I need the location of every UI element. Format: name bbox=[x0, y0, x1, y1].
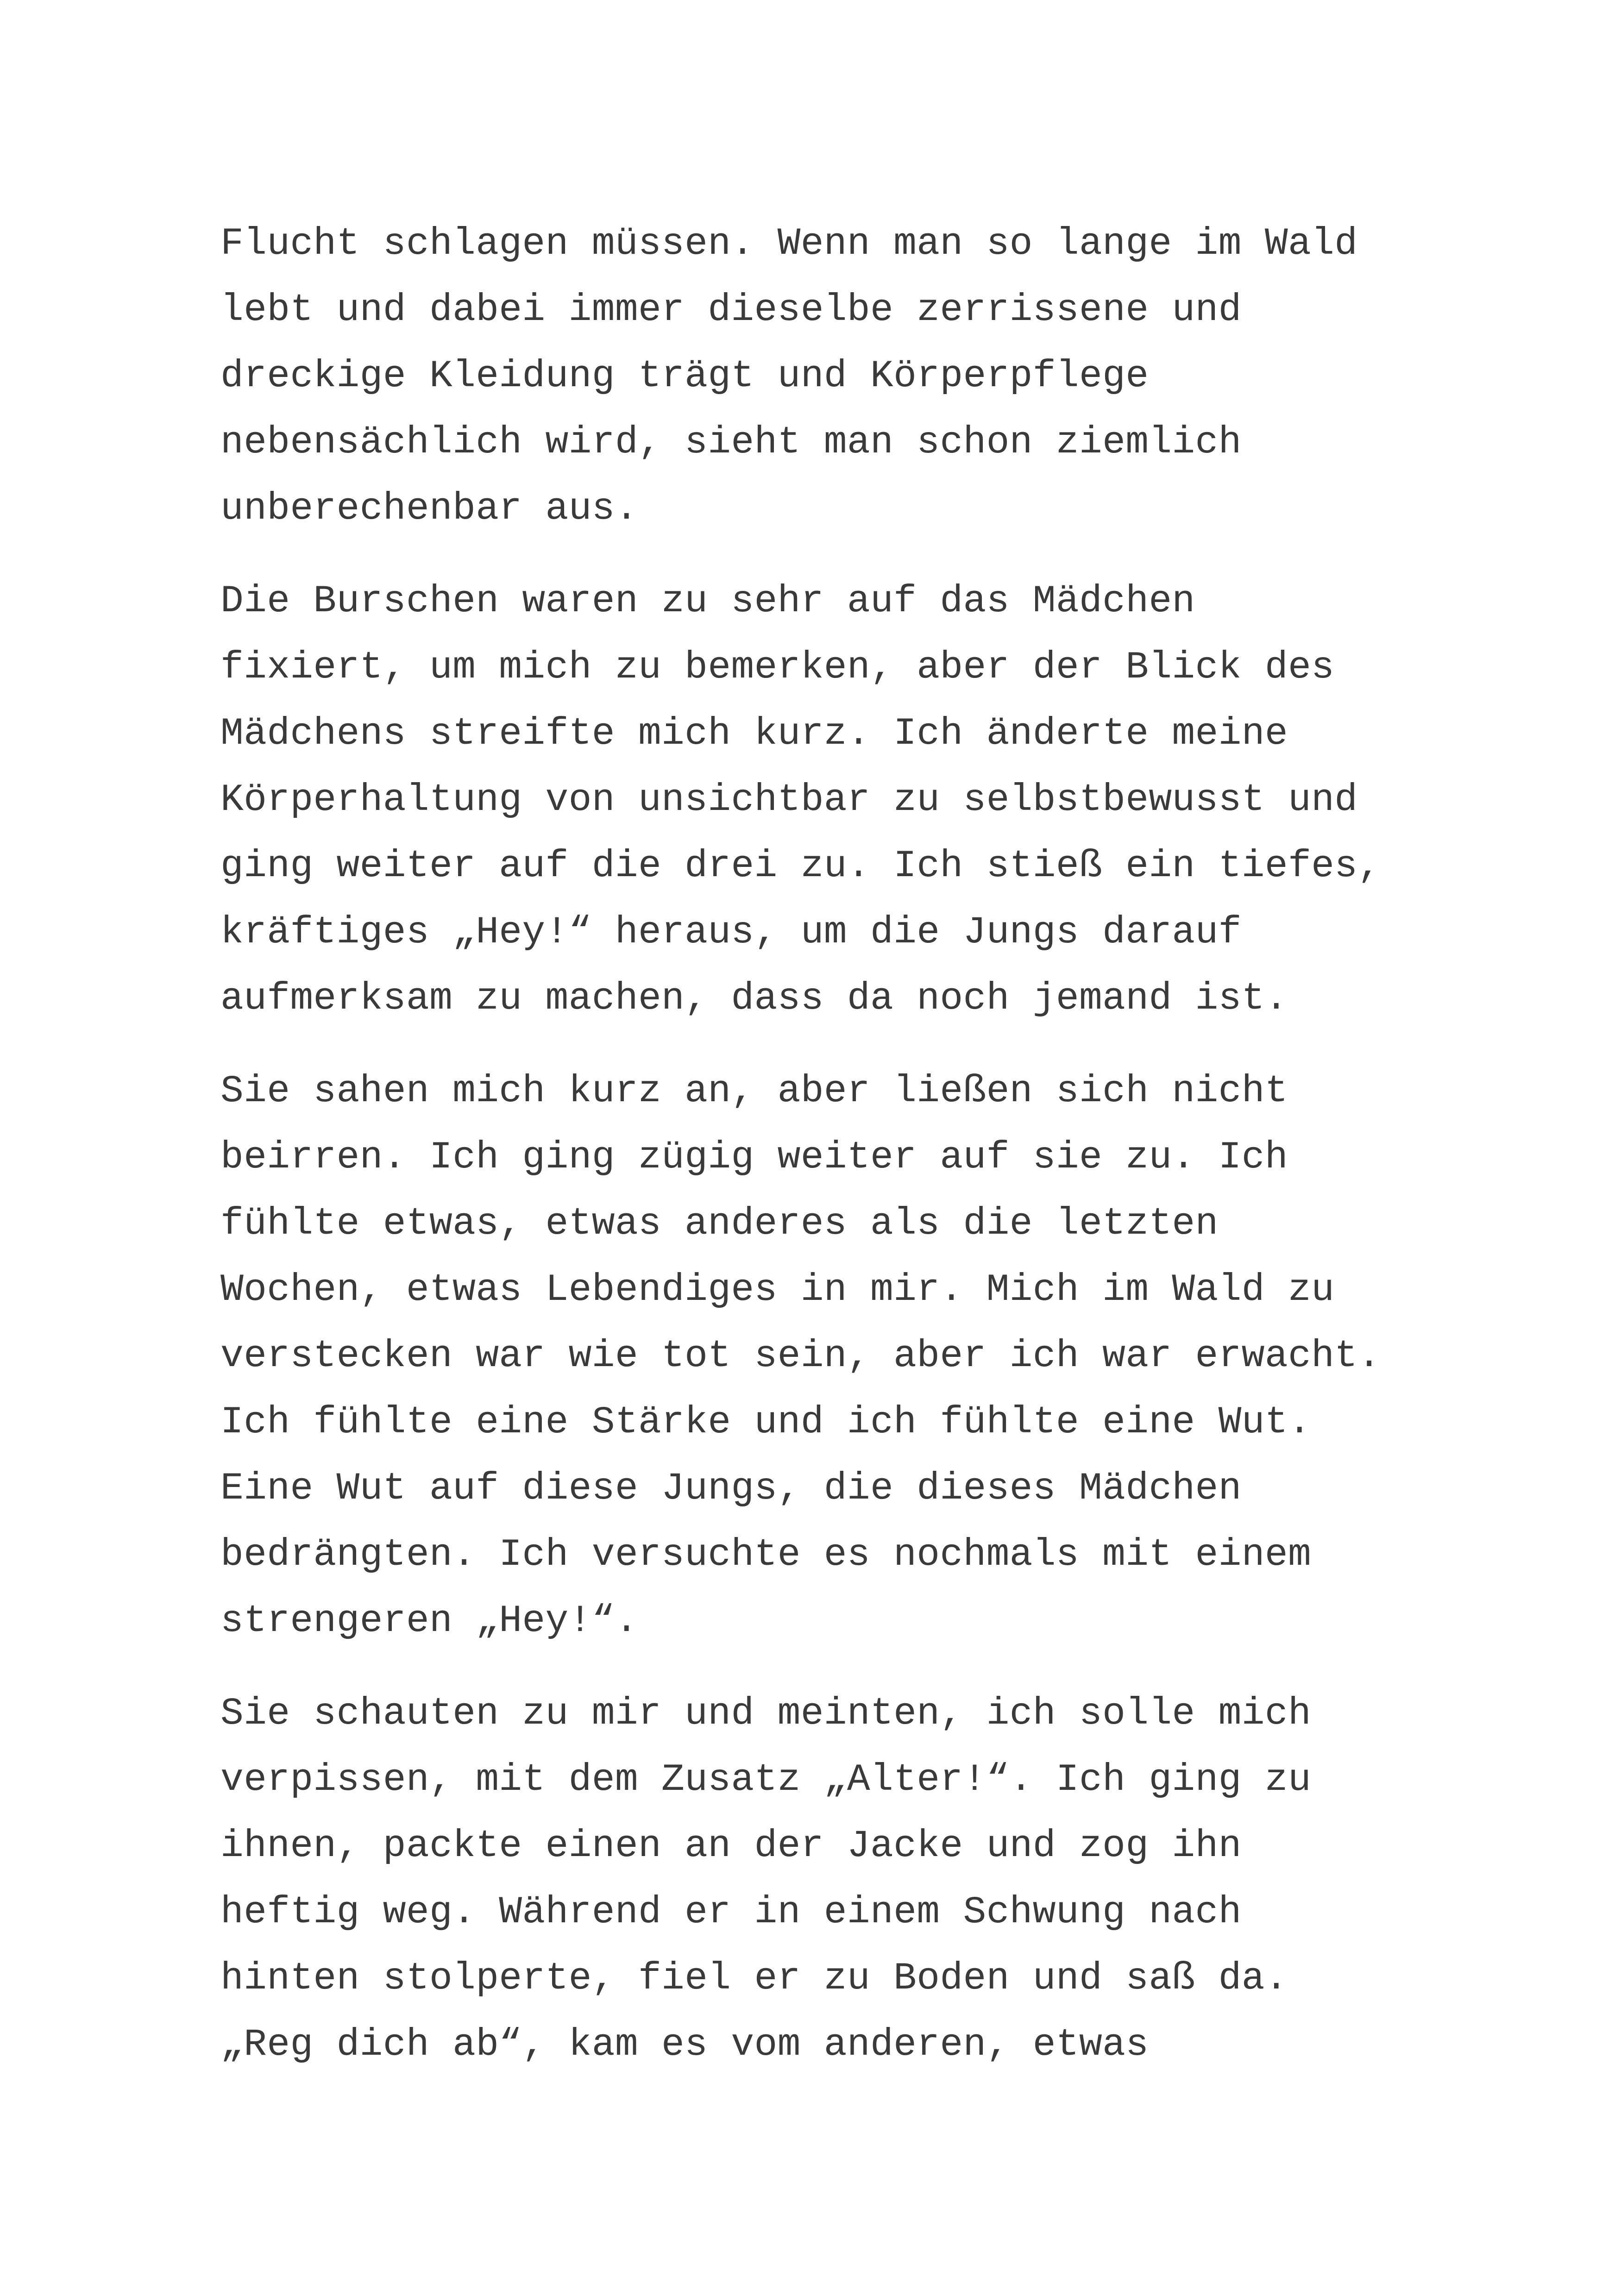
text-line: dreckige Kleidung trägt und Körperpflege bbox=[220, 354, 1149, 398]
text-line: fixiert, um mich zu bemerken, aber der Blick des bbox=[220, 646, 1335, 689]
text-line: beirren. Ich ging zügig weiter auf sie zu. Ich bbox=[220, 1135, 1288, 1179]
text-line: hinten stolperte, fiel er zu Boden und saß da. bbox=[220, 1957, 1288, 2000]
text-line: Ich fühlte eine Stärke und ich fühlte eine Wut. bbox=[220, 1400, 1312, 1444]
text-line: ihnen, packte einen an der Jacke und zog ihn bbox=[220, 1824, 1242, 1868]
paragraph-1 bbox=[220, 211, 1425, 542]
text-line: ging weiter auf die drei zu. Ich stieß ein tiefes, bbox=[220, 844, 1381, 888]
text-line: unberechenbar aus. bbox=[220, 487, 638, 530]
text-line: nebensächlich wird, sieht man schon ziemlich bbox=[220, 420, 1242, 464]
text-line: lebt und dabei immer dieselbe zerrissene und bbox=[220, 288, 1242, 332]
text-line: Die Burschen waren zu sehr auf das Mädchen bbox=[220, 579, 1195, 623]
paragraph-4 bbox=[220, 1681, 1425, 2078]
text-line: Flucht schlagen müssen. Wenn man so lange im Wald bbox=[220, 222, 1358, 265]
text-line: fühlte etwas, etwas anderes als die letzten bbox=[220, 1202, 1219, 1245]
text-line: verstecken war wie tot sein, aber ich war erwacht. bbox=[220, 1334, 1381, 1378]
paragraph-2 bbox=[220, 568, 1425, 1032]
text-line: Sie schauten zu mir und meinten, ich solle mich bbox=[220, 1692, 1312, 1735]
text-line: aufmerksam zu machen, dass da noch jemand ist. bbox=[220, 977, 1288, 1020]
text-line: Wochen, etwas Lebendiges in mir. Mich im Wald zu bbox=[220, 1268, 1335, 1311]
text-line: bedrängten. Ich versuchte es nochmals mit einem bbox=[220, 1533, 1312, 1576]
text-body bbox=[220, 211, 1425, 2104]
text-line: heftig weg. Während er in einem Schwung nach bbox=[220, 1890, 1242, 1934]
text-line: Eine Wut auf diese Jungs, die dieses Mädchen bbox=[220, 1467, 1242, 1510]
text-line: strengeren „Hey!“. bbox=[220, 1599, 638, 1643]
text-line: verpissen, mit dem Zusatz „Alter!“. Ich ging zu bbox=[220, 1758, 1312, 1801]
paragraph-3 bbox=[220, 1058, 1425, 1654]
text-line: „Reg dich ab“, kam es vom anderen, etwas bbox=[220, 2023, 1149, 2066]
text-line: Mädchens streifte mich kurz. Ich änderte meine bbox=[220, 712, 1288, 755]
text-line: kräftiges „Hey!“ heraus, um die Jungs darauf bbox=[220, 910, 1242, 954]
text-line: Sie sahen mich kurz an, aber ließen sich nicht bbox=[220, 1069, 1288, 1113]
text-line: Körperhaltung von unsichtbar zu selbstbewusst und bbox=[220, 778, 1358, 822]
